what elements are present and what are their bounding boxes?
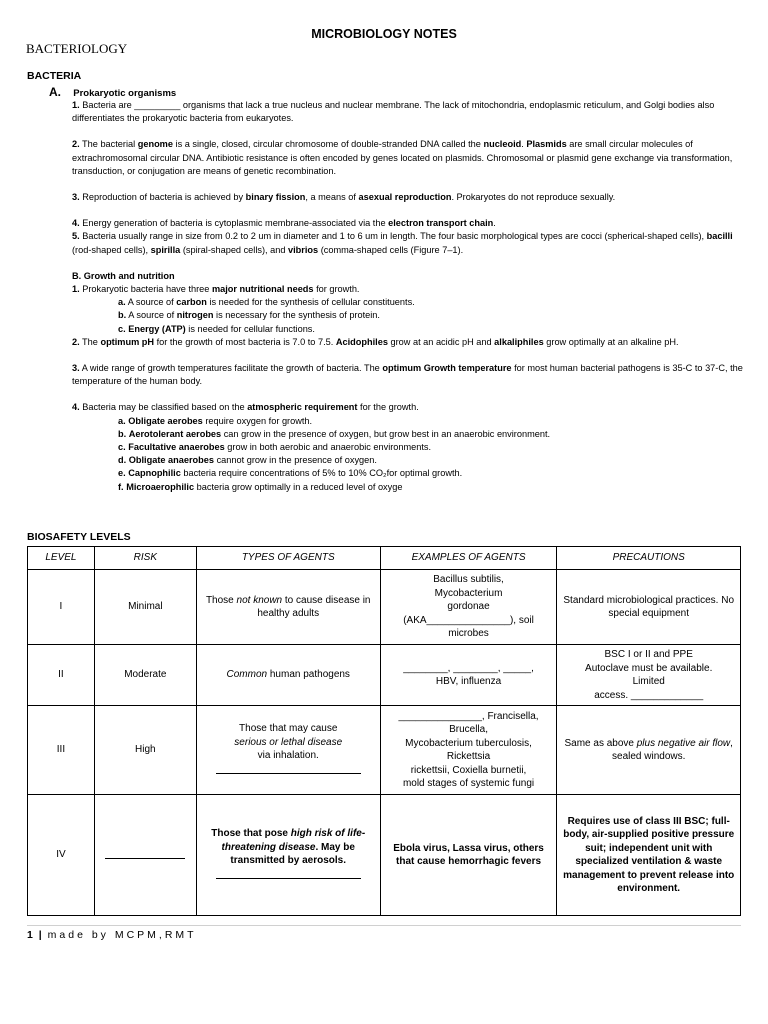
header-examples: EXAMPLES OF AGENTS [380, 547, 557, 570]
table-row [28, 570, 741, 645]
table-header-row [28, 547, 741, 570]
examples-cell: Bacillus subtilis, Mycobacterium gordonae (AKA_______________), soil microbes [380, 570, 557, 645]
risk-cell [94, 795, 196, 916]
examples-cell: Ebola virus, Lassa virus, others that cause hemorrhagic fevers [380, 795, 557, 916]
risk-cell: Minimal [94, 570, 196, 645]
table-row [28, 645, 741, 706]
header-level: LEVEL [28, 547, 95, 570]
footer-divider [27, 925, 741, 926]
blank-line [105, 846, 185, 859]
types-cell: Common human pathogens [196, 645, 380, 706]
heading-bacteria: BACTERIA [27, 70, 82, 82]
growth-item-1c: c. Energy (ATP) is needed for cellular functions. [118, 323, 315, 334]
growth-item-4a: a. Obligate aerobes require oxygen for growth. [118, 415, 313, 426]
header-types: TYPES OF AGENTS [196, 547, 380, 570]
level-cell: IV [28, 795, 95, 916]
growth-item-1a: a. A source of carbon is needed for the synthesis of cellular constituents. [118, 297, 415, 308]
prok-item-5: 5. Bacteria usually range in size from 0.2 to 2 um in diameter and 1 to 6 um in length. The four basic morphological types are cocci (spherical-shaped cells), bacilli (rod-shaped cells), spirilla (spiral-shaped cells), and vibrios (comma-shaped cells (Figure 7–1). [72, 231, 733, 255]
types-cell: Those that pose high risk of life-threatening disease. May be transmitted by aerosols. [196, 795, 380, 916]
level-cell: III [28, 706, 95, 795]
blank-line [216, 868, 361, 879]
precautions-cell: BSC I or II and PPE Autoclave must be available. Limited access. _____________ [557, 645, 741, 706]
notes-body [72, 89, 744, 494]
growth-item-4f: f. Microaerophilic bacteria grow optimally in a reduced level of oxyge [118, 481, 403, 492]
footer: 1 | made by MCPM,RMT [27, 929, 197, 941]
risk-cell: High [94, 706, 196, 795]
level-cell: I [28, 570, 95, 645]
prok-item-1: 1. Bacteria are _________ organisms that lack a true nucleus and nuclear membrane. The lack of mitochondria, endoplasmic reticulum, and Golgi bodies also differentiates the prokaryotic bacteria from eukaryotes. [72, 100, 715, 124]
growth-heading: B. Growth and nutrition [72, 270, 175, 281]
growth-item-2: 2. The optimum pH for the growth of most bacteria is 7.0 to 7.5. Acidophiles grow at an acidic pH and alkaliphiles grow optimally at an alkaline pH. [72, 336, 679, 347]
examples-cell: _______________, Francisella, Brucella, Mycobacterium tuberculosis, Rickettsia rickettsii, Coxiella burnetii, mold stages of systemic fungi [380, 706, 557, 795]
growth-item-4d: d. Obligate anaerobes cannot grow in the presence of oxygen. [118, 455, 377, 466]
precautions-cell: Standard microbiological practices. No special equipment [557, 570, 741, 645]
blank-line [216, 763, 361, 774]
prok-item-3: 3. Reproduction of bacteria is achieved by binary fission, a means of asexual reproduction. Prokaryotes do not reproduce sexually. [72, 192, 616, 203]
heading-bacteriology: BACTERIOLOGY [26, 41, 128, 56]
types-cell: Those that may cause serious or lethal disease via inhalation. [196, 706, 380, 795]
biosafety-table [27, 546, 741, 916]
growth-item-3: 3. A wide range of growth temperatures facilitate the growth of bacteria. The optimum Growth temperature for most human bacterial pathogens is 35-C to 37-C, the temperature of the human body. [72, 363, 743, 387]
table-row [28, 706, 741, 795]
prok-item-4: 4. Energy generation of bacteria is cytoplasmic membrane-associated via the electron transport chain. [72, 218, 496, 229]
risk-cell: Moderate [94, 645, 196, 706]
growth-item-4b: b. Aerotolerant aerobes can grow in the presence of oxygen, but grow best in an anaerobic environment. [118, 428, 551, 439]
growth-item-4: 4. Bacteria may be classified based on the atmospheric requirement for the growth. [72, 402, 419, 413]
header-precautions: PRECAUTIONS [557, 547, 741, 570]
section-a-heading: A. Prokaryotic organisms [49, 85, 177, 99]
header-risk: RISK [94, 547, 196, 570]
examples-cell: ________, ________, _____, HBV, influenza [380, 645, 557, 706]
prok-item-2: 2. The bacterial genome is a single, closed, circular chromosome of double-stranded DNA called the nucleoid. Plasmids are small circular molecules of extrachromosomal circular DNA. Antibiotic resistance is often encoded by genes located on plasmids. Chromosomal or plasmid gene exchange via transformation, transduction, or conjugation are means of genetic recombination. [72, 139, 733, 176]
growth-item-4c: c. Facultative anaerobes grow in both aerobic and anaerobic environments. [118, 442, 432, 453]
growth-item-4e: e. Capnophilic bacteria require concentrations of 5% to 10% CO₂for optimal growth. [118, 468, 463, 479]
table-row [28, 795, 741, 916]
precautions-cell: Requires use of class III BSC; full-body, air-supplied positive pressure suit; independent unit with specialized ventilation & waste management to prevent release into environment. [557, 795, 741, 916]
biosafety-heading: BIOSAFETY LEVELS [27, 531, 131, 543]
precautions-cell: Same as above plus negative air flow, sealed windows. [557, 706, 741, 795]
level-cell: II [28, 645, 95, 706]
growth-item-1: 1. Prokaryotic bacteria have three major nutritional needs for growth. [72, 284, 360, 295]
growth-item-1b: b. A source of nitrogen is necessary for the synthesis of protein. [118, 310, 380, 321]
page-title: MICROBIOLOGY NOTES [311, 27, 457, 41]
types-cell: Those not known to cause disease in healthy adults [196, 570, 380, 645]
